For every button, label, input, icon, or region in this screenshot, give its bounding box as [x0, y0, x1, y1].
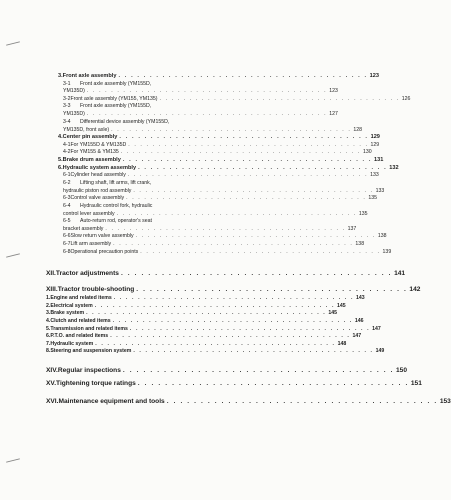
toc-entry — [46, 348, 385, 354]
toc-title: Lifting shaft, lift arms, lift crank, — [80, 180, 152, 186]
dot-leader: . . . . . . . . . . . . . . . . . . . . . . . . . . . . . . . . . . . . . . . . — [135, 233, 376, 239]
dot-leader: . . . . . . . . . . . . . . . . . . . . . . . . . . . . . . . . . . . . . . . . — [110, 333, 351, 339]
dot-leader: . . . . . . . . . . . . . . . . . . . . . . . . . . . . . . . . . . . . . . . . — [116, 210, 357, 217]
toc-number: 3. — [46, 310, 51, 316]
toc-title: Maintenance equipment and tools — [58, 398, 165, 405]
toc-entry — [63, 149, 372, 155]
dot-leader: . . . . . . . . . . . . . . . . . . . . . . . . . . . . . . . . . . . . . . . . — [86, 88, 328, 94]
toc-title: Operational precaution points — [70, 248, 139, 255]
toc-number: 6. — [58, 165, 63, 171]
toc-title: Electrical system — [50, 302, 93, 309]
toc-title: hydraulic piston rod assembly — [63, 187, 132, 194]
toc-number: 6-2 — [63, 180, 71, 186]
toc-title: Steering and suspension system — [50, 348, 132, 354]
toc-number: 5. — [46, 325, 51, 332]
toc-page-number: 147 — [372, 325, 381, 332]
toc-number: 1. — [46, 295, 51, 301]
toc-number: XIV. — [46, 367, 58, 374]
toc-entry — [63, 119, 202, 125]
toc-entry — [63, 203, 202, 209]
toc-page-number: 142 — [409, 286, 421, 293]
dot-leader: . . . . . . . . . . . . . . . . . . . . . . . . . . . . . . . . . . . . . . . . — [94, 302, 335, 309]
toc-number: XV. — [46, 380, 57, 387]
toc-title: YM135D) — [63, 111, 85, 117]
toc-entry — [46, 398, 451, 405]
dot-leader: . . . . . . . . . . . . . . . . . . . . . . . . . . . . . . . . . . . . . . . . — [159, 96, 400, 102]
toc-page-number: 123 — [369, 73, 379, 79]
toc-number: 3-3 — [63, 103, 71, 109]
toc-page-number: 128 — [353, 126, 363, 133]
toc-number: XIII. — [46, 286, 58, 293]
toc-page-number: 138 — [355, 241, 365, 247]
toc-title: control lever assembly — [63, 210, 115, 217]
toc-page-number: 123 — [329, 88, 338, 94]
toc-title: For YM155D & YM135D — [70, 142, 127, 148]
toc-entry — [63, 180, 202, 186]
toc-title: YM135D, front axle) — [63, 126, 110, 133]
toc-title: P.T.O. and related items — [50, 333, 109, 339]
toc-page-number: 132 — [389, 165, 399, 171]
toc-number: 6-8 — [63, 248, 71, 255]
toc-entry — [63, 210, 368, 217]
toc-entry — [46, 302, 346, 309]
toc-entry — [46, 333, 362, 339]
toc-page-number: 135 — [368, 195, 378, 201]
margin-mark — [6, 458, 20, 462]
dot-leader: . . . . . . . . . . . . . . . . . . . . . . . . . . . . . . . . . . . . . . . . — [166, 398, 438, 405]
toc-entry — [46, 310, 337, 316]
toc-page-number: 138 — [377, 233, 387, 239]
toc-page-number: 137 — [347, 225, 357, 232]
toc-title: Transmission and related items — [50, 325, 128, 332]
dot-leader: . . . . . . . . . . . . . . . . . . . . . . . . . . . . . . . . . . . . . . . . — [113, 241, 354, 247]
dot-leader: . . . . . . . . . . . . . . . . . . . . . . . . . . . . . . . . . . . . . . . . — [118, 73, 368, 79]
toc-page-number: 147 — [352, 333, 362, 339]
toc-number: 4. — [58, 134, 63, 140]
toc-entry — [46, 380, 422, 387]
dot-leader: . . . . . . . . . . . . . . . . . . . . . . . . . . . . . . . . . . . . . . . . — [120, 270, 393, 277]
toc-entry — [58, 157, 384, 163]
toc-entry — [58, 134, 380, 140]
toc-page-number: 133 — [375, 187, 385, 194]
toc-entry — [63, 218, 202, 224]
toc-page-number: 127 — [329, 111, 338, 117]
toc-title: For YM155 & YM135 — [70, 149, 119, 155]
toc-page-number: 153 — [439, 398, 451, 405]
toc-title: YM135D) — [63, 88, 85, 94]
toc-page-number: 149 — [375, 348, 385, 354]
toc-title: Front axle assembly — [62, 73, 117, 79]
toc-entry — [63, 103, 202, 109]
dot-leader: . . . . . . . . . . . . . . . . . . . . . . . . . . . . . . . . . . . . . . . . — [140, 248, 381, 255]
toc-number: XVI. — [46, 398, 59, 405]
dot-leader: . . . . . . . . . . . . . . . . . . . . . . . . . . . . . . . . . . . . . . . . — [105, 225, 346, 232]
toc-number: 6-1 — [63, 172, 71, 178]
dot-leader: . . . . . . . . . . . . . . . . . . . . . . . . . . . . . . . . . . . . . . . . — [133, 187, 374, 194]
toc-title: Tractor adjustments — [55, 270, 119, 277]
toc-page-number: 151 — [410, 380, 422, 387]
toc-title: Clutch and related items — [50, 318, 111, 324]
toc-number: 3-2 — [63, 96, 71, 102]
toc-title: Auto-return rod, operator's seat — [80, 218, 152, 224]
toc-page-number: 141 — [394, 270, 406, 277]
toc-entry — [63, 126, 363, 133]
toc-page-number: 150 — [396, 367, 408, 374]
toc-number: 6-7 — [63, 241, 71, 247]
toc-number: 4. — [46, 318, 51, 324]
toc-page-number: 129 — [370, 142, 380, 148]
toc-title: Tightening torque ratings — [56, 380, 136, 387]
dot-leader: . . . . . . . . . . . . . . . . . . . . . . . . . . . . . . . . . . . . . . . . — [95, 340, 336, 347]
dot-leader: . . . . . . . . . . . . . . . . . . . . . . . . . . . . . . . . . . . . . . . . — [86, 111, 328, 117]
toc-entry — [63, 225, 357, 232]
toc-page-number: 146 — [354, 318, 364, 324]
toc-entry — [63, 96, 411, 102]
dot-leader: . . . . . . . . . . . . . . . . . . . . . . . . . . . . . . . . . . . . . . . . — [112, 318, 353, 324]
toc-page-number: 130 — [363, 149, 372, 155]
toc-number: 5. — [58, 157, 63, 163]
toc-number: 6. — [46, 333, 51, 339]
toc-title: Front axle assembly (YM155D, — [80, 103, 152, 109]
toc-entry — [46, 270, 406, 277]
toc-entry — [63, 111, 338, 117]
toc-title: Lift arm assembly — [70, 241, 112, 247]
toc-number: 6-4 — [63, 203, 71, 209]
dot-leader: . . . . . . . . . . . . . . . . . . . . . . . . . . . . . . . . . . . . . . . . — [86, 310, 327, 316]
dot-leader: . . . . . . . . . . . . . . . . . . . . . . . . . . . . . . . . . . . . . . . . — [122, 157, 373, 163]
toc-page-number: 145 — [328, 310, 337, 316]
toc-number: XII. — [46, 270, 56, 277]
toc-page-number: 139 — [382, 248, 392, 255]
toc-page-number: 148 — [337, 340, 347, 347]
toc-entry — [63, 81, 202, 87]
toc-entry — [58, 165, 399, 171]
toc-entry — [63, 88, 338, 94]
toc-page-number: 129 — [370, 134, 380, 140]
dot-leader: . . . . . . . . . . . . . . . . . . . . . . . . . . . . . . . . . . . . . . . . — [128, 142, 369, 148]
toc-page-number: 135 — [358, 210, 368, 217]
toc-page-number: 126 — [401, 96, 411, 102]
toc-entry — [58, 73, 379, 79]
dot-leader: . . . . . . . . . . . . . . . . . . . . . . . . . . . . . . . . . . . . . . . . — [137, 380, 409, 387]
toc-entry — [63, 241, 365, 247]
toc-number: 3. — [58, 73, 63, 79]
toc-entry — [63, 187, 385, 194]
toc-entry — [63, 233, 387, 239]
toc-page-number: 145 — [337, 302, 346, 309]
toc-title: Slow return valve assembly — [70, 233, 134, 239]
toc-entry — [63, 248, 392, 255]
dot-leader: . . . . . . . . . . . . . . . . . . . . . . . . . . . . . . . . . . . . . . . . — [133, 348, 374, 354]
toc-title: Tractor trouble-shooting — [57, 286, 135, 293]
toc-number: 4-2 — [63, 149, 71, 155]
dot-leader: . . . . . . . . . . . . . . . . . . . . . . . . . . . . . . . . . . . . . . . . — [138, 165, 388, 171]
toc-title: Differential device assembly (YM155D, — [80, 119, 170, 125]
toc-title: Brake system — [50, 310, 85, 316]
toc-title: Engine and related items — [50, 295, 112, 301]
toc-title: Regular inspections — [57, 367, 121, 374]
toc-number: 3-1 — [63, 80, 71, 87]
toc-entry — [46, 367, 408, 374]
toc-number: 7. — [46, 340, 51, 347]
toc-entry — [63, 195, 378, 201]
dot-leader: . . . . . . . . . . . . . . . . . . . . . . . . . . . . . . . . . . . . . . . . — [126, 195, 367, 201]
dot-leader: . . . . . . . . . . . . . . . . . . . . . . . . . . . . . . . . . . . . . . . . — [136, 286, 408, 293]
toc-number: 8. — [46, 348, 51, 354]
toc-page-number: 131 — [374, 157, 384, 163]
toc-title: Front axle assembly (YM155, YM135) — [70, 96, 158, 102]
toc-title: Cylinder head assembly — [70, 172, 126, 178]
toc-title: Hydraulic system assembly — [62, 165, 137, 171]
dot-leader: . . . . . . . . . . . . . . . . . . . . . . . . . . . . . . . . . . . . . . . . — [127, 172, 369, 178]
toc-title: Front axle assembly (YM155D, — [80, 80, 152, 87]
dot-leader: . . . . . . . . . . . . . . . . . . . . . . . . . . . . . . . . . . . . . . . . — [129, 325, 371, 332]
dot-leader: . . . . . . . . . . . . . . . . . . . . . . . . . . . . . . . . . . . . . . . . — [113, 295, 354, 301]
toc-number: 6-5 — [63, 218, 71, 224]
toc-title: Hydraulic system — [50, 340, 94, 347]
toc-entry — [46, 286, 421, 293]
toc-entry — [63, 172, 379, 178]
toc-entry — [46, 325, 381, 332]
toc-title: Center pin assembly — [62, 134, 118, 140]
toc-title: Control valve assembly — [70, 195, 125, 201]
toc-number: 6-3 — [63, 195, 71, 201]
toc-title: Brake drum assembly — [62, 157, 121, 163]
toc-entry — [46, 318, 364, 324]
margin-mark — [6, 41, 20, 45]
toc-entry — [46, 295, 365, 301]
dot-leader: . . . . . . . . . . . . . . . . . . . . . . . . . . . . . . . . . . . . . . . . — [111, 126, 352, 133]
toc-page-number: 133 — [370, 172, 379, 178]
toc-entry — [63, 142, 380, 148]
toc-title: bracket assembly — [63, 225, 104, 232]
toc-title: Hydraulic control fork, hydraulic — [80, 203, 153, 209]
toc-number: 2. — [46, 302, 51, 309]
dot-leader: . . . . . . . . . . . . . . . . . . . . . . . . . . . . . . . . . . . . . . . . — [119, 134, 369, 140]
toc-number: 6-6 — [63, 233, 71, 239]
toc-entry — [46, 340, 347, 347]
toc-page-number: 143 — [356, 295, 365, 301]
toc-number: 3-4 — [63, 119, 71, 125]
dot-leader: . . . . . . . . . . . . . . . . . . . . . . . . . . . . . . . . . . . . . . . . — [120, 149, 362, 155]
margin-mark — [6, 253, 20, 257]
dot-leader: . . . . . . . . . . . . . . . . . . . . . . . . . . . . . . . . . . . . . . . . — [122, 367, 395, 374]
toc-number: 4-1 — [63, 142, 71, 148]
